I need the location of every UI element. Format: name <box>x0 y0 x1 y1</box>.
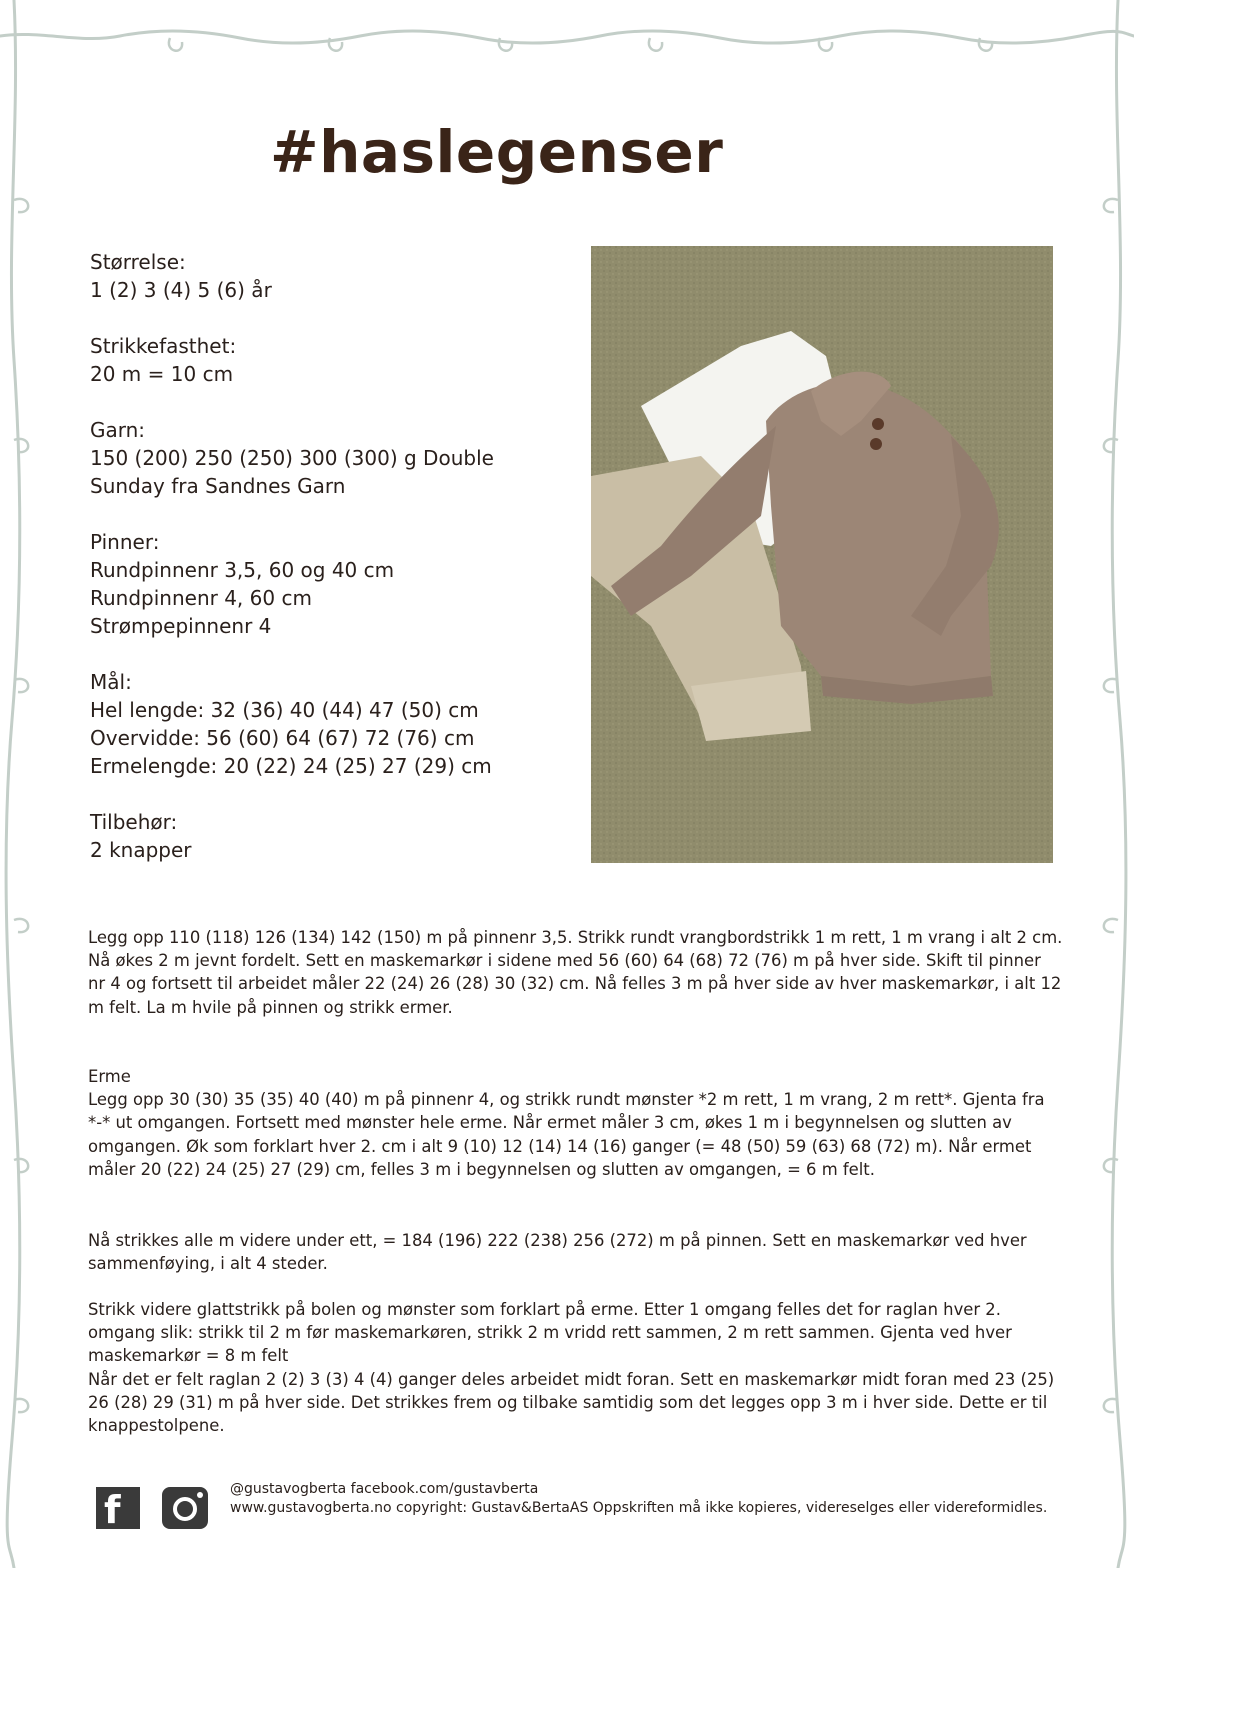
instruction-icon-instagram <box>162 1487 208 1529</box>
spec-value: Rundpinnenr 3,5, 60 og 40 cm <box>90 558 395 582</box>
spec-value: 1 (2) 3 (4) 5 (6) år <box>90 278 272 302</box>
spec-group <box>90 668 570 780</box>
sleeve-heading: Erme <box>88 1067 131 1086</box>
spec-group <box>90 248 570 304</box>
spec-value: Sunday fra Sandnes Garn <box>90 474 346 498</box>
raglan-section <box>88 1298 1063 1437</box>
spec-value: Rundpinnenr 4, 60 cm <box>90 586 312 610</box>
pattern-specifications <box>90 248 570 892</box>
spec-group <box>90 332 570 388</box>
spec-label: Størrelse: <box>90 250 186 274</box>
social-icons <box>94 1483 214 1537</box>
spec-label: Pinner: <box>90 530 160 554</box>
svg-text:f: f <box>104 1488 121 1532</box>
product-photo <box>591 246 1053 863</box>
instruction-body-intro: Legg opp 110 (118) 126 (134) 142 (150) m på pinnenr 3,5. Strikk rundt vrangbordstrikk 1 m rett, 1 m vrang i alt 2 cm. Nå økes 2 m jevnt fordelt. Sett en maskemarkør i sidene med 56 (60) 64 (68) 72 (76) m på hver side. Skift til pinner nr 4 og fortsett til arbeidet måler 22 (24) 26 (28) 30 (32) cm. Nå felles 3 m på hver side av hver maskemarkør, i alt 12 m felt. La m hvile på pinnen og strikk ermer. <box>88 928 1063 1017</box>
sleeve-instructions: Legg opp 30 (30) 35 (35) 40 (40) m på pinnenr 4, og strikk rundt mønster *2 m rett, 1 m vrang, 2 m rett*. Gjenta fra *-* ut omgangen. Fortsett med mønster hele erme. Når ermet måler 3 cm, økes 1 m i begynnelsen og slutten av omgangen. Øk som forklart hver 2. cm i alt 9 (10) 12 (14) 14 (16) ganger (= 48 (50) 59 (63) 68 (72) m). Når ermet måler 20 (22) 24 (25) 27 (29) cm, felles 3 m i begynnelsen og slutten av omgangen, = 6 m felt. <box>88 1090 1045 1179</box>
sleeve-section <box>88 1065 1063 1181</box>
spec-value: 2 knapper <box>90 838 192 862</box>
footer <box>230 1480 1050 1518</box>
footer-social-links: @gustavogberta facebook.com/gustavberta <box>230 1481 539 1497</box>
instruction-split: Når det er felt raglan 2 (2) 3 (3) 4 (4) ganger deles arbeidet midt foran. Sett en maskemarkør midt foran med 23 (25) 26 (28) 29 (31) m på hver side. Det strikkes frem og tilbake samtidig som det legges opp 3 m i hver side. Dette er til knappestolpene. <box>88 1369 1055 1436</box>
spec-label: Strikkefasthet: <box>90 334 237 358</box>
spec-value: 20 m = 10 cm <box>90 362 234 386</box>
spec-value: Strømpepinnenr 4 <box>90 614 272 638</box>
spec-value: Ermelengde: 20 (22) 24 (25) 27 (29) cm <box>90 754 492 778</box>
instruction-raglan: Strikk videre glattstrikk på bolen og mønster som forklart på erme. Etter 1 omgang felles det for raglan hver 2. omgang slik: strikk til 2 m før maskemarkøren, strikk 2 m vridd rett sammen, 2 m rett sammen. Gjenta ved hver maskemarkør = 8 m felt <box>88 1300 1012 1366</box>
facebook-icon <box>96 1487 140 1532</box>
spec-label: Tilbehør: <box>90 810 178 834</box>
page-title: #haslegenser <box>270 118 724 186</box>
footer-copyright: www.gustavogberta.no copyright: Gustav&BertaAS Oppskriften må ikke kopieres, videreselges eller videreformidles. <box>230 1500 1048 1516</box>
spec-group <box>90 528 570 640</box>
spec-group <box>90 808 570 864</box>
spec-value: Overvidde: 56 (60) 64 (67) 72 (76) cm <box>90 726 475 750</box>
spec-label: Garn: <box>90 418 146 442</box>
spec-label: Mål: <box>90 670 132 694</box>
spec-group <box>90 416 570 500</box>
instruction-join: Nå strikkes alle m videre under ett, = 184 (196) 222 (238) 256 (272) m på pinnen. Sett en maskemarkør ved hver sammenføying, i alt 4 steder. <box>88 1231 1027 1274</box>
spec-value: 150 (200) 250 (250) 300 (300) g Double <box>90 446 494 470</box>
spec-value: Hel lengde: 32 (36) 40 (44) 47 (50) cm <box>90 698 479 722</box>
